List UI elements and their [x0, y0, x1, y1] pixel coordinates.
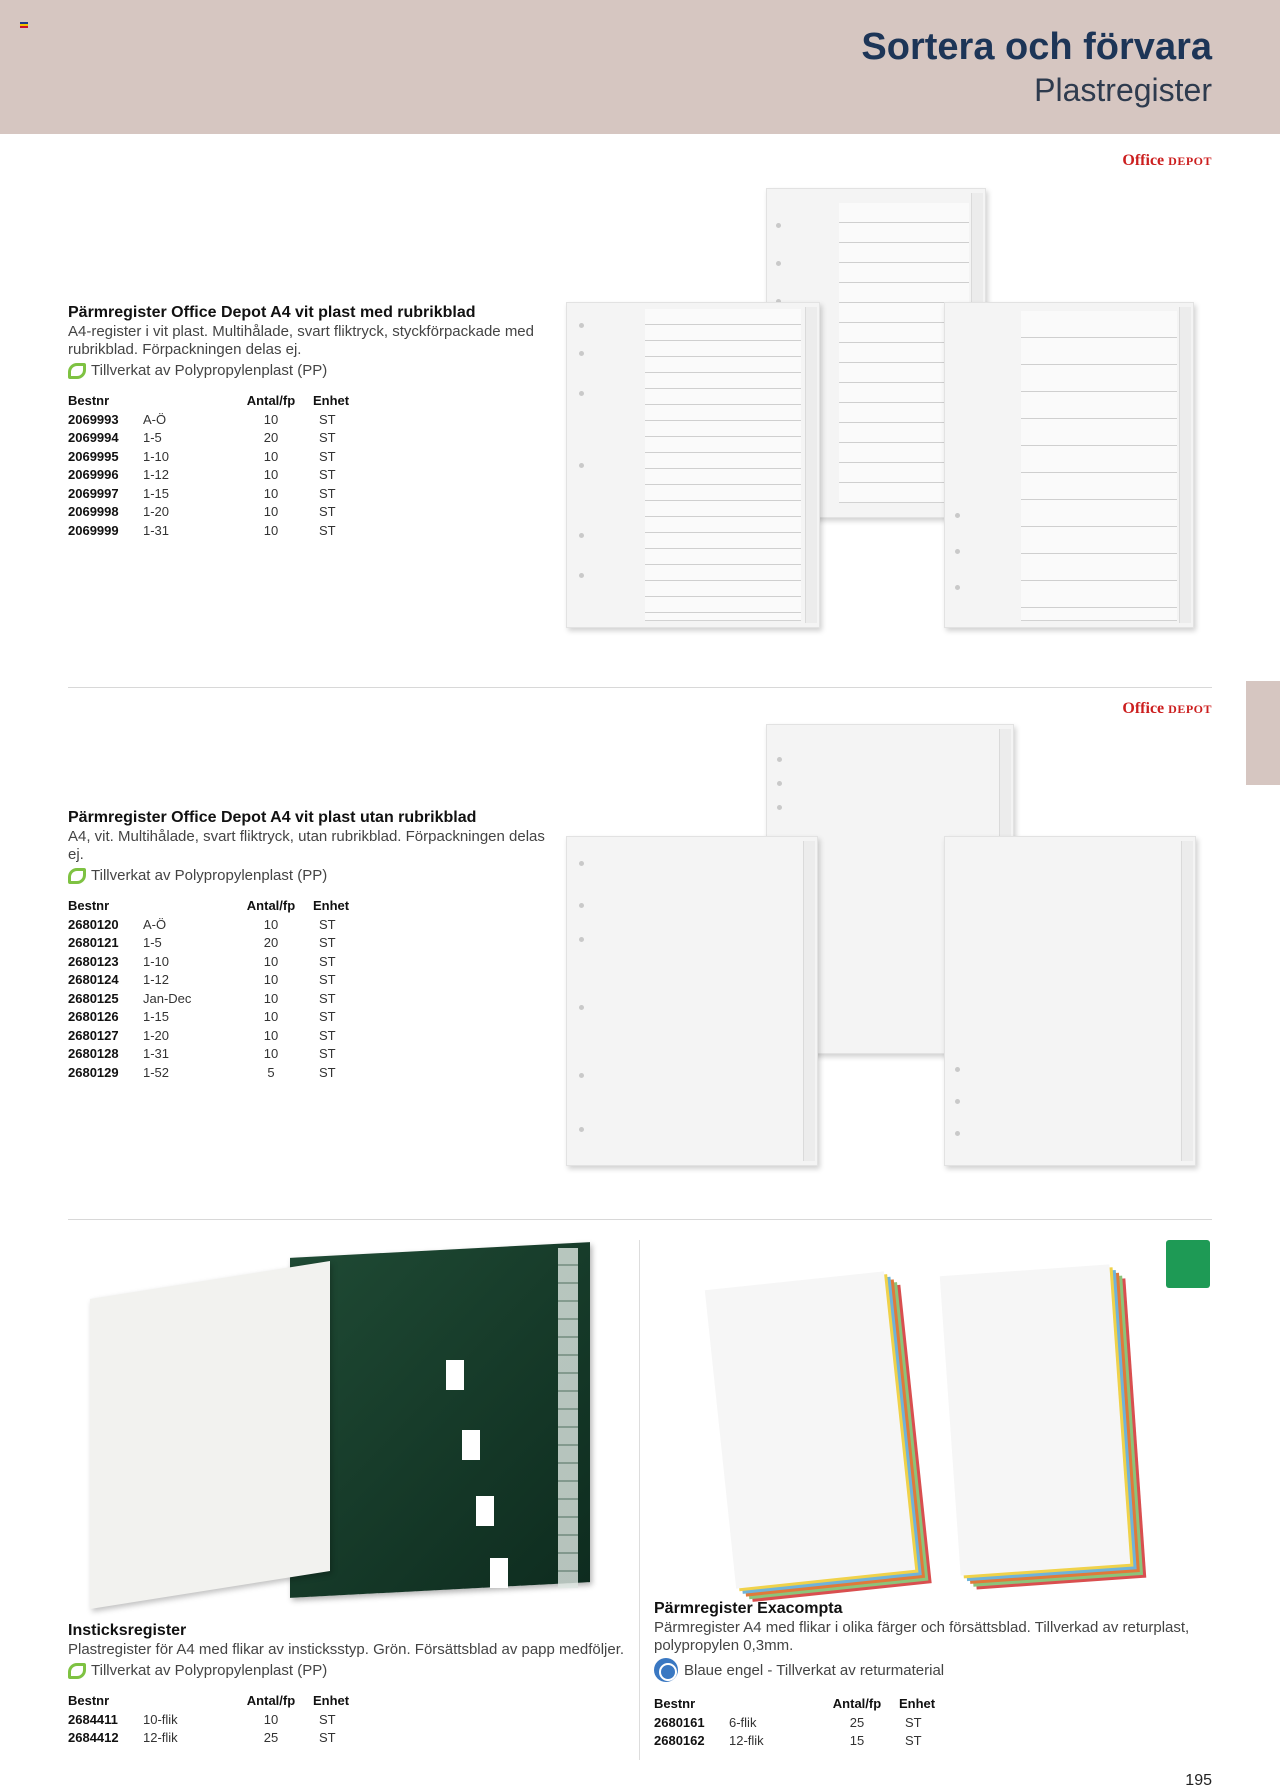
cover-sheet — [90, 1261, 330, 1609]
table-header: Bestnr Antal/fp Enhet — [654, 1696, 936, 1711]
product-description: A4-register i vit plast. Multihålade, svart fliktryck, styckförpackade med rubrikblad. Förpackningen delas ej. — [68, 323, 534, 358]
table-row: 2680121 1-5 20 ST — [68, 935, 336, 951]
divider-sheet — [566, 302, 820, 628]
product-block — [68, 1622, 628, 1747]
table-header: Bestnr Antal/fp Enhet — [68, 898, 350, 913]
table-row: 2069995 1-10 10 ST — [68, 448, 336, 464]
product-title: Pärmregister Office Depot A4 vit plast utan rubrikblad — [68, 809, 477, 826]
table-header: Bestnr Antal/fp Enhet — [68, 1693, 350, 1708]
divider-sheet — [944, 302, 1194, 628]
eco-label: Blaue engel - Tillverkat av returmaterial — [654, 1658, 1214, 1682]
section-divider — [68, 1219, 1212, 1220]
table-row: 2069997 1-15 10 ST — [68, 485, 336, 501]
eco-label: Tillverkat av Polypropylenplast (PP) — [68, 1662, 628, 1679]
blue-angel-icon — [654, 1658, 678, 1682]
office-depot-logo: Office DEPOT — [1122, 700, 1212, 717]
product-table — [68, 391, 371, 540]
table-row: 2680129 1-52 5 ST — [68, 1064, 336, 1080]
table-row: 2069999 1-31 10 ST — [68, 522, 336, 538]
table-row: 2069993 A-Ö 10 ST — [68, 411, 336, 427]
divider-stack — [940, 1264, 1131, 1575]
product-block — [654, 1600, 1214, 1750]
eco-label: Tillverkat av Polypropylenplast (PP) — [68, 867, 548, 884]
table-row: 2680128 1-31 10 ST — [68, 1046, 336, 1062]
column-divider — [639, 1240, 640, 1760]
table-row: 2680162 12-flik 15 ST — [654, 1733, 922, 1749]
table-row: 2684411 10-flik 10 ST — [68, 1711, 336, 1727]
table-row: 2680123 1-10 10 ST — [68, 953, 336, 969]
product-image — [560, 180, 1210, 640]
table-row: 2680126 1-15 10 ST — [68, 1009, 336, 1025]
table-row: 2069996 1-12 10 ST — [68, 467, 336, 483]
product-image — [90, 1240, 600, 1600]
product-title: Pärmregister Exacompta — [654, 1600, 843, 1617]
table-row: 2680161 6-flik 25 ST — [654, 1714, 922, 1730]
section-divider — [68, 687, 1212, 688]
exacompta-logo — [1166, 1240, 1210, 1288]
product-title: Insticksregister — [68, 1622, 187, 1639]
side-tab — [1246, 681, 1280, 785]
page-number: 195 — [1185, 1772, 1212, 1789]
product-description: Plastregister för A4 med flikar av insticksstyp. Grön. Försättsblad av papp medföljer. — [68, 1641, 625, 1658]
product-block — [68, 809, 548, 1082]
table-row: 2680127 1-20 10 ST — [68, 1027, 336, 1043]
table-row: 2069994 1-5 20 ST — [68, 430, 336, 446]
table-row: 2069998 1-20 10 ST — [68, 504, 336, 520]
product-title: Pärmregister Office Depot A4 vit plast med rubrikblad — [68, 304, 476, 321]
divider-sheet — [566, 836, 818, 1166]
product-description: A4, vit. Multihålade, svart fliktryck, utan rubrikblad. Förpackningen delas ej. — [68, 828, 545, 863]
eco-label: Tillverkat av Polypropylenplast (PP) — [68, 362, 548, 379]
product-description: Pärmregister A4 med flikar i olika färger och försättsblad. Tillverkad av returplast, polypropylen 0,3mm. — [654, 1619, 1190, 1654]
table-row: 2684412 12-flik 25 ST — [68, 1730, 336, 1746]
tab-strip — [558, 1248, 578, 1588]
leaf-icon — [68, 868, 86, 884]
product-table — [654, 1694, 957, 1750]
leaf-icon — [68, 363, 86, 379]
product-image — [700, 1240, 1210, 1610]
table-row: 2680120 A-Ö 10 ST — [68, 916, 336, 932]
product-image — [560, 718, 1210, 1178]
divider-sheet — [944, 836, 1196, 1166]
section-title: Sortera och förvara — [861, 26, 1212, 68]
green-divider — [290, 1242, 590, 1598]
table-row: 2680124 1-12 10 ST — [68, 972, 336, 988]
flag-icon — [20, 22, 28, 28]
leaf-icon — [68, 1663, 86, 1679]
office-depot-logo: Office DEPOT — [1122, 152, 1212, 169]
table-row: 2680125 Jan-Dec 10 ST — [68, 990, 336, 1006]
product-table — [68, 896, 371, 1082]
table-header: Bestnr Antal/fp Enhet — [68, 393, 350, 408]
section-subtitle: Plastregister — [1034, 72, 1212, 108]
product-table — [68, 1691, 371, 1747]
product-block — [68, 304, 548, 540]
page-header — [0, 0, 1280, 134]
divider-stack — [705, 1271, 915, 1588]
